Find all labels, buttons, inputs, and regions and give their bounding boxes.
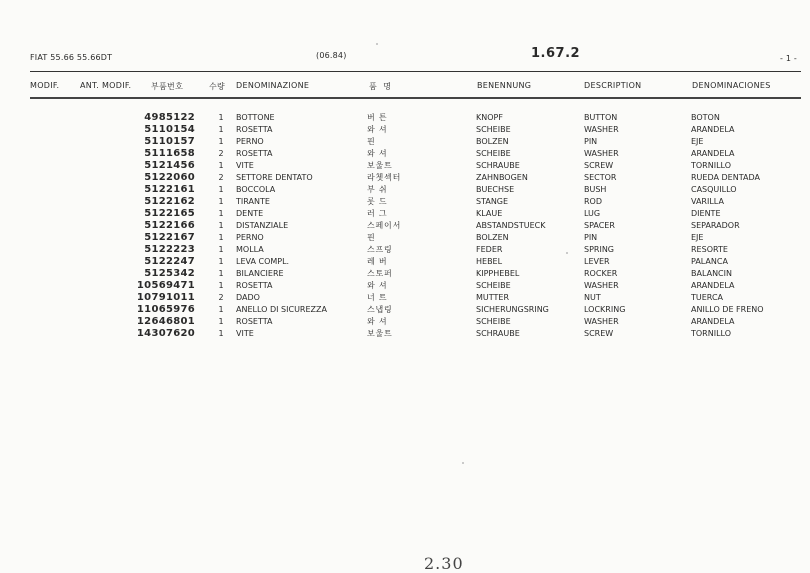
quantity: 1: [218, 317, 224, 326]
german-name: MUTTER: [476, 293, 510, 302]
english-name: WASHER: [584, 149, 619, 158]
korean-name: 버 튼: [367, 113, 388, 122]
korean-name: 롯 드: [367, 197, 388, 206]
italian-name: LEVA COMPL.: [236, 257, 290, 266]
korean-name: 보울트: [367, 329, 393, 338]
korean-name: 스토퍼: [367, 269, 393, 278]
german-name: SCHEIBE: [476, 125, 511, 134]
italian-name: BOTTONE: [236, 113, 275, 122]
english-name: PIN: [584, 137, 598, 146]
italian-name: ROSETTA: [236, 149, 273, 158]
german-name: HEBEL: [476, 257, 503, 266]
spanish-name: TORNILLO: [691, 161, 732, 170]
col-italian: DENOMINAZIONE: [236, 81, 310, 90]
spanish-name: ANILLO DE FRENO: [691, 305, 764, 314]
spanish-name: ARANDELA: [691, 317, 735, 326]
korean-name: 너 트: [367, 293, 388, 302]
korean-name: 핀: [367, 233, 376, 242]
quantity: 1: [218, 221, 224, 230]
english-name: SECTOR: [584, 173, 617, 182]
quantity: 1: [218, 281, 224, 290]
english-name: BUTTON: [584, 113, 618, 122]
col-part-number: 부품번호: [151, 82, 184, 91]
quantity: 2: [218, 293, 224, 302]
table-row: [0, 328, 810, 340]
quantity: 1: [218, 245, 224, 254]
model-label: FIAT 55.66 55.66DT: [30, 53, 113, 62]
english-name: NUT: [584, 293, 601, 302]
table-row: [0, 220, 810, 232]
table-row: [0, 184, 810, 196]
english-name: PIN: [584, 233, 598, 242]
spanish-name: TUERCA: [691, 293, 724, 302]
english-name: WASHER: [584, 125, 619, 134]
korean-name: 와 셔: [367, 149, 388, 158]
part-number: 5122167: [144, 232, 195, 243]
german-name: KIPPHEBEL: [476, 269, 520, 278]
italian-name: ANELLO DI SICUREZZA: [236, 305, 327, 314]
korean-name: 스냅링: [367, 305, 393, 314]
column-header-divider: [30, 97, 801, 99]
german-name: BOLZEN: [476, 233, 509, 242]
german-name: SCHRAUBE: [476, 329, 520, 338]
german-name: KNOPF: [476, 113, 503, 122]
german-name: SCHEIBE: [476, 149, 511, 158]
col-english: DESCRIPTION: [584, 81, 642, 90]
german-name: SCHEIBE: [476, 281, 511, 290]
spanish-name: CASQUILLO: [691, 185, 737, 194]
spanish-name: ARANDELA: [691, 125, 735, 134]
quantity: 1: [218, 125, 224, 134]
table-row: [0, 196, 810, 208]
quantity: 1: [218, 305, 224, 314]
col-quantity: 수량: [209, 82, 226, 91]
part-number: 5121456: [144, 160, 195, 171]
part-number: 12646801: [136, 316, 195, 327]
part-number: 5122247: [144, 256, 195, 267]
quantity: 1: [218, 209, 224, 218]
english-name: SPACER: [584, 221, 615, 230]
spanish-name: DIENTE: [691, 209, 721, 218]
quantity: 1: [218, 269, 224, 278]
table-row: [0, 316, 810, 328]
english-name: SPRING: [584, 245, 615, 254]
english-name: WASHER: [584, 317, 619, 326]
part-number: 10791011: [136, 292, 195, 303]
scan-speck: [566, 252, 568, 254]
italian-name: DENTE: [236, 209, 264, 218]
part-number: 5122165: [144, 208, 195, 219]
quantity: 1: [218, 185, 224, 194]
spanish-name: RESORTE: [691, 245, 728, 254]
german-name: KLAUE: [476, 209, 503, 218]
italian-name: TIRANTE: [236, 197, 270, 206]
quantity: 1: [218, 257, 224, 266]
spanish-name: TORNILLO: [691, 329, 732, 338]
date-label: (06.84): [316, 51, 347, 60]
spanish-name: EJE: [691, 233, 704, 242]
quantity: 1: [218, 113, 224, 122]
italian-name: PERNO: [236, 137, 264, 146]
spanish-name: ARANDELA: [691, 281, 735, 290]
english-name: LEVER: [584, 257, 610, 266]
table-row: [0, 160, 810, 172]
german-name: ABSTANDSTUECK: [476, 221, 546, 230]
col-spanish: DENOMINACIONES: [692, 81, 771, 90]
table-row: [0, 124, 810, 136]
page-number: 2.30: [424, 554, 464, 573]
part-number: 5125342: [144, 268, 195, 279]
table-row: [0, 136, 810, 148]
quantity: 1: [218, 161, 224, 170]
spanish-name: RUEDA DENTADA: [691, 173, 760, 182]
english-name: SCREW: [584, 161, 614, 170]
part-number: 5122060: [144, 172, 195, 183]
quantity: 1: [218, 137, 224, 146]
italian-name: VITE: [236, 161, 254, 170]
spanish-name: BALANCIN: [691, 269, 732, 278]
col-ant-modif: ANT. MODIF.: [80, 81, 132, 90]
table-row: [0, 268, 810, 280]
spanish-name: VARILLA: [691, 197, 724, 206]
part-number: 11065976: [136, 304, 195, 315]
english-name: BUSH: [584, 185, 607, 194]
italian-name: ROSETTA: [236, 281, 273, 290]
part-number: 5110154: [144, 124, 195, 135]
english-name: ROD: [584, 197, 603, 206]
korean-name: 스프링: [367, 245, 393, 254]
part-number: 5122161: [144, 184, 195, 195]
col-german: BENENNUNG: [477, 81, 532, 90]
part-number: 5122223: [144, 244, 195, 255]
col-modif: MODIF.: [30, 81, 60, 90]
german-name: SICHERUNGSRING: [476, 305, 549, 314]
table-row: [0, 256, 810, 268]
german-name: BUECHSE: [476, 185, 515, 194]
quantity: 1: [218, 233, 224, 242]
spanish-name: BOTON: [691, 113, 720, 122]
italian-name: PERNO: [236, 233, 264, 242]
table-row: [0, 292, 810, 304]
korean-name: 와 셔: [367, 281, 388, 290]
italian-name: SETTORE DENTATO: [236, 173, 313, 182]
english-name: ROCKER: [584, 269, 618, 278]
italian-name: ROSETTA: [236, 317, 273, 326]
part-number: 5111658: [144, 148, 195, 159]
col-korean: 품 명: [369, 82, 393, 91]
english-name: WASHER: [584, 281, 619, 290]
korean-name: 부 쉬: [367, 185, 388, 194]
english-name: LOCKRING: [584, 305, 626, 314]
quantity: 1: [218, 197, 224, 206]
korean-name: 스페이서: [367, 221, 402, 230]
english-name: LUG: [584, 209, 601, 218]
italian-name: BOCCOLA: [236, 185, 276, 194]
quantity: 2: [218, 149, 224, 158]
german-name: SCHEIBE: [476, 317, 511, 326]
german-name: STANGE: [476, 197, 509, 206]
korean-name: 레 버: [367, 257, 388, 266]
part-number: 5122166: [144, 220, 195, 231]
korean-name: 와 셔: [367, 317, 388, 326]
part-number: 5122162: [144, 196, 195, 207]
table-row: [0, 208, 810, 220]
spanish-name: PALANCA: [691, 257, 728, 266]
korean-name: 와 셔: [367, 125, 388, 134]
german-name: BOLZEN: [476, 137, 509, 146]
italian-name: VITE: [236, 329, 254, 338]
part-number: 14307620: [136, 328, 195, 339]
korean-name: 핀: [367, 137, 376, 146]
table-row: [0, 304, 810, 316]
table-row: [0, 244, 810, 256]
italian-name: DISTANZIALE: [236, 221, 289, 230]
spanish-name: ARANDELA: [691, 149, 735, 158]
sheet-number: - 1 -: [780, 54, 797, 63]
section-number: 1.67.2: [531, 46, 581, 61]
scan-speck: [376, 43, 378, 45]
table-row: [0, 172, 810, 184]
quantity: 2: [218, 173, 224, 182]
spanish-name: SEPARADOR: [691, 221, 740, 230]
part-number: 5110157: [144, 136, 195, 147]
english-name: SCREW: [584, 329, 614, 338]
part-number: 4985122: [144, 112, 195, 123]
german-name: ZAHNBOGEN: [476, 173, 528, 182]
table-row: [0, 232, 810, 244]
italian-name: MOLLA: [236, 245, 264, 254]
italian-name: ROSETTA: [236, 125, 273, 134]
table-row: [0, 112, 810, 124]
quantity: 1: [218, 329, 224, 338]
header-divider: [30, 71, 801, 72]
german-name: FEDER: [476, 245, 503, 254]
korean-name: 라쳇섹터: [367, 173, 402, 182]
korean-name: 러 그: [367, 209, 388, 218]
italian-name: BILANCIERE: [236, 269, 284, 278]
italian-name: DADO: [236, 293, 260, 302]
scan-speck: [462, 462, 464, 464]
table-row: [0, 280, 810, 292]
korean-name: 보울트: [367, 161, 393, 170]
german-name: SCHRAUBE: [476, 161, 520, 170]
table-row: [0, 148, 810, 160]
spanish-name: EJE: [691, 137, 704, 146]
part-number: 10569471: [136, 280, 195, 291]
